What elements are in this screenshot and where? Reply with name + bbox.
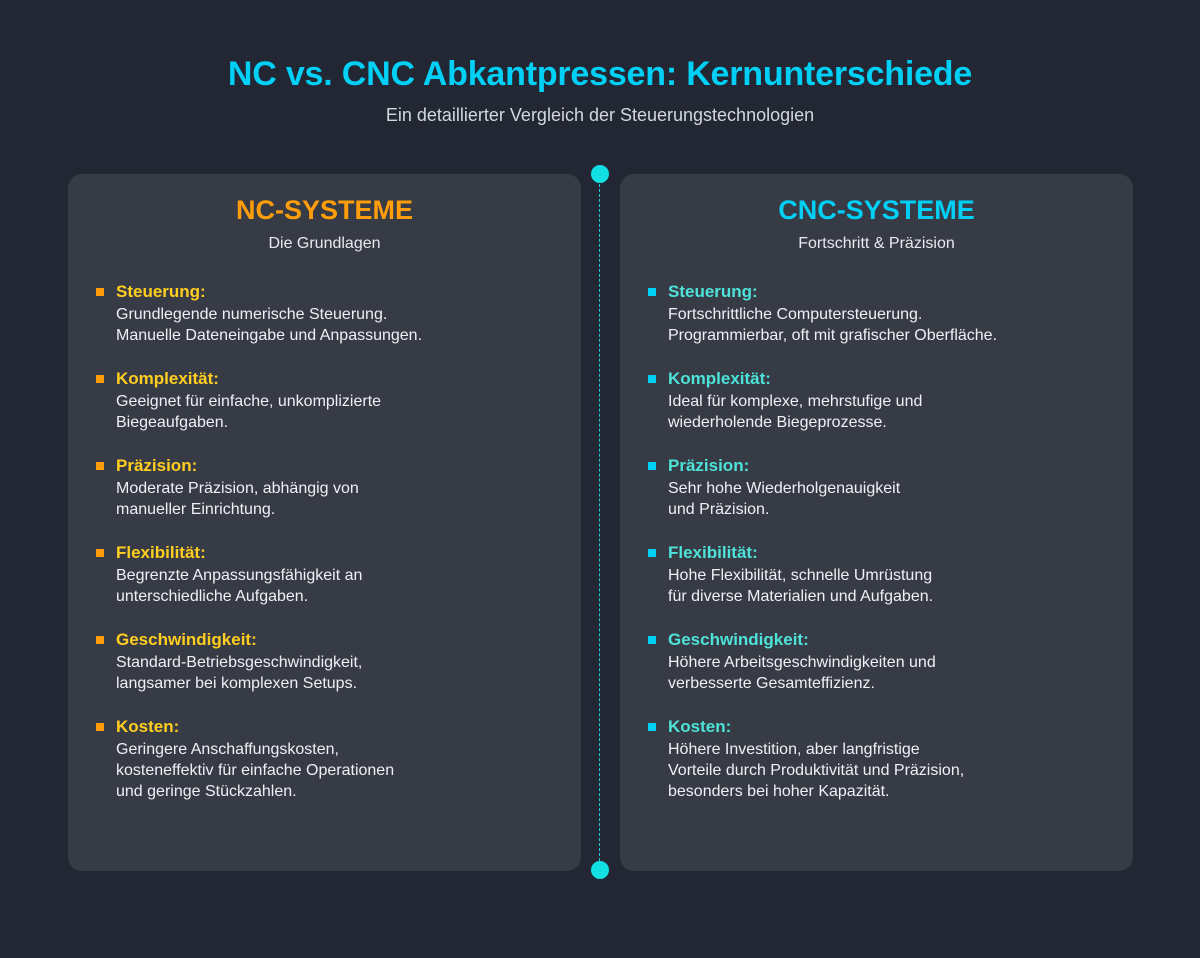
nc-item-label: Steuerung:: [116, 282, 206, 301]
cnc-card-subtitle: Fortschritt & Präzision: [798, 235, 955, 252]
nc-item-label: Flexibilität:: [116, 543, 206, 562]
cnc-item-text: Höhere Arbeitsgeschwindigkeiten und verbesserte Gesamteffizienz.: [668, 654, 936, 692]
nc-feature-list: [96, 280, 561, 802]
cnc-item-komplexitaet: [648, 367, 1113, 454]
cnc-item-text: Fortschrittliche Computersteuerung. Programmierbar, oft mit grafischer Oberfläche.: [668, 306, 998, 344]
cnc-item-label: Flexibilität:: [668, 543, 758, 562]
square-bullet-icon: [648, 375, 656, 383]
nc-item-text: Geringere Anschaffungskosten, kosteneffektiv für einfache Operationen und geringe Stückzahlen.: [116, 741, 395, 800]
cnc-item-text: Hohe Flexibilität, schnelle Umrüstung für diverse Materialien und Aufgaben.: [668, 567, 934, 605]
nc-item-komplexitaet: [96, 367, 561, 454]
cnc-item-label: Kosten:: [668, 717, 732, 736]
nc-item-steuerung: [96, 280, 561, 367]
square-bullet-icon: [96, 462, 104, 470]
center-divider: [599, 174, 600, 871]
nc-item-text: Geeignet für einfache, unkomplizierte Biegeaufgaben.: [116, 393, 382, 431]
cnc-item-label: Geschwindigkeit:: [668, 630, 809, 649]
cnc-item-label: Steuerung:: [668, 282, 758, 301]
cnc-item-text: Höhere Investition, aber langfristige Vorteile durch Produktivität und Präzision, besonders bei hoher Kapazität.: [668, 741, 965, 800]
nc-item-text: Begrenzte Anpassungsfähigkeit an unterschiedliche Aufgaben.: [116, 567, 363, 605]
cnc-systems-card: [620, 174, 1133, 871]
nc-item-praezision: [96, 454, 561, 541]
cnc-item-kosten: [648, 715, 1113, 802]
nc-item-text: Grundlegende numerische Steuerung. Manuelle Dateneingabe und Anpassungen.: [116, 306, 423, 344]
square-bullet-icon: [648, 288, 656, 296]
nc-item-flexibilitaet: [96, 541, 561, 628]
cnc-item-text: Sehr hohe Wiederholgenauigkeit und Präzision.: [668, 480, 901, 518]
nc-item-label: Präzision:: [116, 456, 198, 475]
cnc-item-label: Komplexität:: [668, 369, 771, 388]
page-subtitle: Ein detaillierter Vergleich der Steuerungstechnologien: [385, 105, 815, 125]
square-bullet-icon: [96, 549, 104, 557]
page-header: [0, 52, 1200, 127]
nc-item-kosten: [96, 715, 561, 802]
divider-bottom-dot: [591, 861, 609, 879]
cnc-feature-list: [648, 280, 1113, 802]
square-bullet-icon: [648, 723, 656, 731]
cnc-item-flexibilitaet: [648, 541, 1113, 628]
nc-systems-card: [68, 174, 581, 871]
cnc-item-geschwindigkeit: [648, 628, 1113, 715]
cnc-item-steuerung: [648, 280, 1113, 367]
square-bullet-icon: [648, 462, 656, 470]
cnc-item-text: Ideal für komplexe, mehrstufige und wiederholende Biegeprozesse.: [668, 393, 923, 431]
square-bullet-icon: [96, 288, 104, 296]
square-bullet-icon: [648, 636, 656, 644]
square-bullet-icon: [96, 723, 104, 731]
nc-item-label: Kosten:: [116, 717, 180, 736]
nc-item-text: Moderate Präzision, abhängig von manueller Einrichtung.: [116, 480, 359, 518]
nc-item-text: Standard-Betriebsgeschwindigkeit, langsamer bei komplexen Setups.: [116, 654, 363, 692]
nc-item-label: Komplexität:: [116, 369, 219, 388]
cnc-card-title: CNC-SYSTEME: [778, 195, 975, 225]
square-bullet-icon: [648, 549, 656, 557]
cnc-item-label: Präzision:: [668, 456, 750, 475]
cnc-item-praezision: [648, 454, 1113, 541]
page-title: NC vs. CNC Abkantpressen: Kernunterschiede: [227, 55, 973, 93]
nc-item-label: Geschwindigkeit:: [116, 630, 257, 649]
divider-top-dot: [591, 165, 609, 183]
square-bullet-icon: [96, 636, 104, 644]
nc-card-title: NC-SYSTEME: [235, 195, 414, 225]
nc-item-geschwindigkeit: [96, 628, 561, 715]
square-bullet-icon: [96, 375, 104, 383]
nc-card-subtitle: Die Grundlagen: [268, 235, 381, 252]
